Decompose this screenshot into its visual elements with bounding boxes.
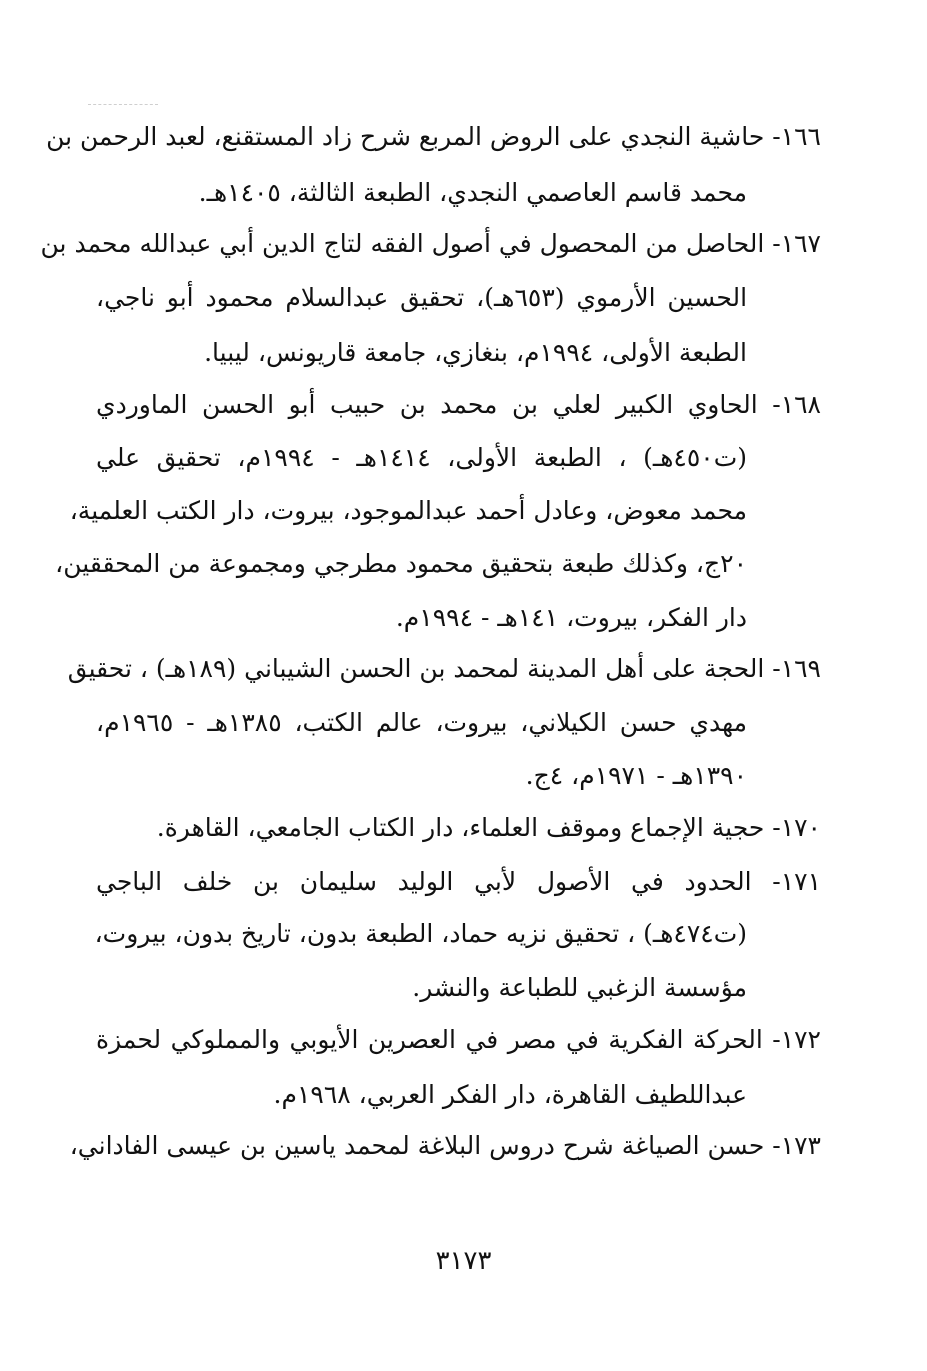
entry-168-line-3: محمد معوض، وعادل أحمد عبدالموجود، بيروت، دار الكتب العلمية، xyxy=(69,496,747,525)
entry-170-line-1: ١٧٠- حجية الإجماع وموقف العلماء، دار الكتاب الجامعي، القاهرة. xyxy=(156,813,821,842)
top-divider xyxy=(88,104,158,105)
entry-169-line-2: مهدي حسن الكيلاني، بيروت، عالم الكتب، ١٣٨٥هـ - ١٩٦٥م، xyxy=(96,708,747,737)
entry-167-line-2: الحسين الأرموي (٦٥٣هـ)، تحقيق عبدالسلام محمود أبو ناجي، xyxy=(96,283,748,312)
entry-169-line-1: ١٦٩- الحجة على أهل المدينة لمحمد بن الحسن الشيباني (١٨٩هـ) ، تحقيق xyxy=(67,654,821,683)
entry-166-line-1: ١٦٦- حاشية النجدي على الروض المربع شرح زاد المستقنع، لعبد الرحمن بن xyxy=(46,122,821,151)
entry-171-line-1: ١٧١- الحدود في الأصول لأبي الوليد سليمان بن خلف الباجي xyxy=(96,867,822,896)
entry-172-line-2: عبداللطيف القاهرة، دار الفكر العربي، ١٩٦٨م. xyxy=(273,1080,747,1109)
entry-168-line-2: (ت٤٥٠هـ) ، الطبعة الأولى، ١٤١٤هـ - ١٩٩٤م، تحقيق علي xyxy=(96,443,747,472)
entry-168-line-4: ٢٠ج، وكذلك طبعة بتحقيق محمود مطرجي ومجموعة من المحققين، xyxy=(55,549,747,578)
entry-167-line-1: ١٦٧- الحاصل من المحصول في أصول الفقه لتاج الدين أبي عبدالله محمد بن xyxy=(40,229,821,258)
entry-168-line-1: ١٦٨- الحاوي الكبير لعلي بن محمد بن حبيب أبو الحسن الماوردي xyxy=(96,390,821,419)
entry-168-line-5: دار الفكر، بيروت، ١٤١هـ - ١٩٩٤م. xyxy=(395,603,747,632)
entry-171-line-2: (ت٤٧٤هـ) ، تحقيق نزيه حماد، الطبعة بدون، تاريخ بدون، بيروت، xyxy=(94,919,747,948)
page-number: ٣١٧٣ xyxy=(435,1246,492,1276)
entry-169-line-3: ١٣٩٠هـ - ١٩٧١م، ٤ج. xyxy=(525,761,747,790)
entry-167-line-3: الطبعة الأولى، ١٩٩٤م، بنغازي، جامعة قاريونس، ليبيا. xyxy=(204,338,747,367)
entry-166-line-2: محمد قاسم العاصمي النجدي، الطبعة الثالثة، ١٤٠٥هـ. xyxy=(198,178,747,207)
entry-171-line-3: مؤسسة الزغبي للطباعة والنشر. xyxy=(412,973,747,1002)
entry-172-line-1: ١٧٢- الحركة الفكرية في مصر في العصرين الأيوبي والمملوكي لحمزة xyxy=(96,1025,821,1054)
entry-173-line-1: ١٧٣- حسن الصياغة شرح دروس البلاغة لمحمد ياسين بن عيسى الفاداني، xyxy=(69,1131,821,1160)
